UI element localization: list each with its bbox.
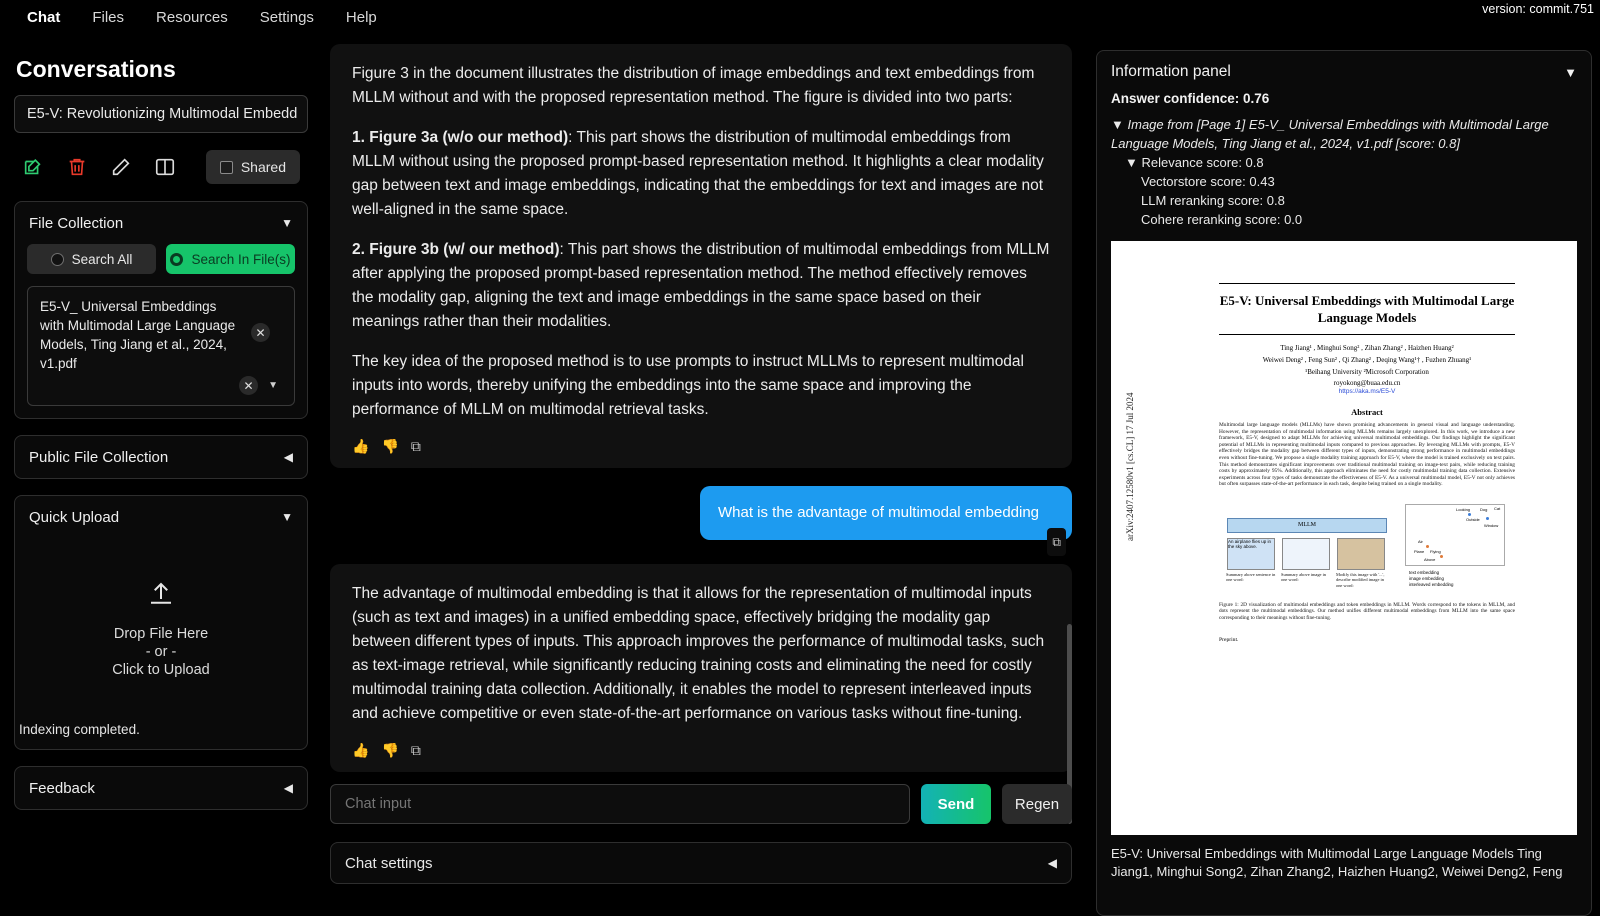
- nav-item-files[interactable]: Files: [92, 8, 125, 26]
- chevron-left-icon-feedback[interactable]: ◀: [283, 781, 293, 795]
- file-collection-title: File Collection: [29, 214, 124, 232]
- document-affiliation: ¹Beihang University ²Microsoft Corporation: [1305, 368, 1429, 376]
- copy-icon-2[interactable]: ⧉: [410, 742, 421, 758]
- page-title: Conversations: [16, 56, 176, 82]
- chevron-down-icon-info[interactable]: ▼: [1564, 64, 1577, 80]
- version-label: version: commit.751: [1482, 2, 1594, 16]
- dropzone-or: - or -: [145, 643, 177, 660]
- user-message-text: What is the advantage of multimodal embedding: [718, 504, 1040, 521]
- assistant-paragraph-4: The key idea of the proposed method is to use prompts to instruct MLLMs to represent multimodal inputs into words, thereby unifying the embeddings into the same space and improving the performance of MLLM on multimodal retrieval tasks.: [352, 353, 1024, 418]
- figure-caption-2: Summary above image in one word:: [1281, 571, 1326, 583]
- plot-word-cat: Cat: [1494, 505, 1501, 511]
- quick-upload-header[interactable]: [15, 496, 307, 538]
- document-figure: [1219, 498, 1515, 594]
- new-chat-icon[interactable]: [22, 156, 44, 178]
- document-email: royokong@buaa.edu.cn: [1333, 379, 1401, 387]
- file-collection-body: [15, 244, 307, 418]
- assistant-paragraph-2: [352, 126, 1050, 222]
- document-authors-2: Weiwei Deng² , Feng Sun² , Qi Zhang² , Deqing Wang¹† , Fuzhen Zhuang¹: [1262, 356, 1472, 364]
- search-all-label: Search All: [71, 251, 133, 267]
- plot-word-dog: Dog: [1480, 506, 1488, 512]
- vectorstore-score: Vectorstore score: 0.43: [1141, 174, 1275, 189]
- chat-settings-label: Chat settings: [345, 854, 433, 872]
- plot-dot-3: [1426, 545, 1429, 548]
- relevance-score-row: [1111, 153, 1577, 172]
- shared-label: Shared: [240, 159, 286, 175]
- disclosure-triangle-icon-2[interactable]: ▼: [1125, 155, 1138, 170]
- thumbs-down-icon[interactable]: 👎: [381, 438, 399, 454]
- file-collection-panel: [14, 201, 308, 419]
- selected-file-label: E5-V_ Universal Embeddings with Multimodal Large Language Models, Ting Jiang et al., 2024, v1.pdf: [40, 299, 236, 371]
- file-collection-header[interactable]: [15, 202, 307, 244]
- delete-icon[interactable]: [66, 156, 88, 178]
- upload-icon: [146, 579, 176, 616]
- thumbs-down-icon-2[interactable]: 👎: [381, 742, 399, 758]
- document-authors-1: Ting Jiang¹ , Minghui Song² , Zihan Zhang² , Haizhen Huang²: [1280, 344, 1454, 352]
- llm-reranking-score: LLM reranking score: 0.8: [1141, 193, 1285, 208]
- plot-dot-1: [1468, 513, 1471, 516]
- remove-file-icon[interactable]: ✕: [251, 323, 270, 342]
- figure-3a-label: 1. Figure 3a (w/o our method): [352, 129, 569, 146]
- regen-button[interactable]: Regen: [1002, 784, 1072, 824]
- figure-embedding-plot: [1405, 504, 1505, 566]
- public-file-collection-panel[interactable]: [14, 435, 308, 479]
- split-view-icon[interactable]: [154, 156, 176, 178]
- figure-3b-label: 2. Figure 3b (w/ our method): [352, 241, 560, 258]
- copy-icon[interactable]: ⧉: [410, 438, 421, 454]
- user-message: [700, 486, 1072, 549]
- message-reactions-1: [352, 432, 1050, 458]
- chevron-down-icon[interactable]: ▼: [281, 216, 293, 230]
- chevron-left-icon-settings[interactable]: ◀: [1047, 856, 1057, 870]
- search-scope-group: [27, 244, 295, 274]
- document-title: E5-V: Universal Embeddings with Multimodal Large Language Models: [1219, 293, 1515, 325]
- plot-word-air: Air: [1418, 538, 1423, 544]
- chevron-down-icon-upload[interactable]: ▼: [281, 510, 293, 524]
- conversation-select-value: E5-V: Revolutionizing Multimodal Embedd: [27, 106, 298, 122]
- assistant-paragraph-1: Figure 3 in the document illustrates the distribution of image embeddings and text embeddings from MLLM without and with the proposed representation method. The figure is divided into two parts:: [352, 65, 1035, 106]
- search-in-files-label: Search In File(s): [191, 251, 291, 267]
- divider-top: [1219, 283, 1515, 284]
- source-reference-text: Image from [Page 1] E5-V_ Universal Embeddings with Multimodal Large Language Models, Ting Jiang et al., 2024, v1.pdf [score: 0.8]: [1111, 117, 1549, 151]
- radio-selected-icon: [170, 253, 183, 266]
- thumbs-up-icon[interactable]: 👍: [352, 438, 370, 454]
- document-preview[interactable]: [1111, 241, 1577, 835]
- document-content: [1219, 275, 1515, 643]
- upload-status: Indexing completed.: [19, 722, 140, 737]
- divider-bottom: [1219, 334, 1515, 335]
- copy-icon-user[interactable]: ⧉: [1047, 528, 1066, 556]
- chevron-down-icon-files[interactable]: ▼: [268, 380, 278, 391]
- selected-files-box[interactable]: [27, 286, 295, 406]
- relevance-score: Relevance score: 0.8: [1141, 155, 1264, 170]
- figure-caption-3: Modify this image with '...', describe modified image in one word:: [1336, 571, 1385, 588]
- answer-confidence: Answer confidence: 0.76: [1111, 91, 1270, 106]
- nav-item-chat[interactable]: Chat: [27, 8, 61, 26]
- file-dropzone[interactable]: [15, 538, 307, 718]
- document-link[interactable]: https://aka.ms/E5-V: [1338, 388, 1396, 395]
- dropzone-click-label: Click to Upload: [112, 661, 210, 678]
- plot-dot-4: [1440, 555, 1443, 558]
- figure-cell-image: [1282, 538, 1330, 570]
- legend-text-embedding: text embedding: [1409, 569, 1440, 575]
- figure-caption: Figure 1: 2D visualization of multimodal embeddings and token embeddings in MLLM. Words correspond to the tokens in MLLM, and dots represent the multimodal embeddings. Our method unifies different multimodal embeddings from MLLM into the same space corresponding to their meanings without fine-tuning.: [1219, 601, 1515, 621]
- send-button[interactable]: Send: [921, 784, 991, 824]
- legend-image-embedding: image embedding: [1409, 575, 1444, 581]
- figure-3a-text: : This part shows the distribution of multimodal embeddings from MLLM without using the proposed prompt-based representation method. It highlights a clear modality gap between text and image embeddings, indicating that the embeddings for text and images are not well-aligned in the same space.: [352, 129, 1044, 218]
- chevron-left-icon[interactable]: ◀: [283, 450, 293, 464]
- clear-all-icon[interactable]: ✕: [239, 376, 258, 395]
- figure-cell-text: An airplane flies up in the sky above.: [1227, 538, 1275, 570]
- assistant-message-1: [330, 44, 1072, 468]
- preprint-label: Preprint.: [1219, 637, 1239, 644]
- sidebar: [0, 34, 322, 916]
- search-all-option[interactable]: [27, 244, 156, 274]
- disclosure-triangle-icon[interactable]: ▼: [1111, 117, 1124, 132]
- public-file-collection-header[interactable]: [15, 436, 307, 478]
- information-panel-header[interactable]: [1111, 63, 1577, 81]
- top-navigation: [0, 0, 1600, 34]
- quick-upload-title: Quick Upload: [29, 508, 120, 526]
- abstract-text: Multimodal large language models (MLLMs) have shown promising advancements in general visual and language understanding. However, the representation of multimodal information using MLLMs remains largely unexplored. In this work, we introduce a new framework, E5-V, designed to adapt MLLMs for achieving universal multimodal embeddings. Our findings highlight the significant potential of MLLMs in representing multimodal inputs compared to previous approaches. By leveraging MLLMs with prompts, E5-V effectively bridges the modality gap between different types of inputs, demonstrating strong performance in multimodal embeddings even without fine-tuning. We propose a single modality training approach for E5-V, where the model is trained exclusively on text pairs. This method demonstrates significant improvements over traditional multimodal training on image-text pairs, while reducing training costs by approximately 95%. Additionally, this approach eliminates the need for costly multimodal training data collection. Extensive experiments across four types of tasks demonstrate the effectiveness of E5-V. As a universal multimodal model, E5-V not only achieves but often surpasses state-of-the-art performance in each task, despite being trained on a single modality.: [1219, 422, 1515, 488]
- information-panel: [1096, 50, 1592, 916]
- assistant-message-2-text: The advantage of multimodal embedding is that it allows for the representation of multimodal inputs (such as text and images) in a unified embedding space, effectively bridging the modality gap between different types of inputs. This approach improves the performance of multimodal tasks, such as text-image retrieval, while significantly reducing training costs and eliminating the need for costly multimodal training data collection. Additionally, it enables the model to represent interleaved inputs and achieve competitive or even state-of-the-art performance on various tasks without fine-tuning.: [352, 585, 1045, 722]
- nav-item-settings[interactable]: Settings: [259, 8, 314, 26]
- quick-upload-panel: [14, 495, 308, 750]
- chat-settings-panel[interactable]: [330, 842, 1072, 884]
- arxiv-stamp: arXiv:2407.12580v1 [cs.CL] 17 Jul 2024: [1125, 392, 1135, 541]
- conversation-select[interactable]: [14, 95, 308, 133]
- conversation-actions: [22, 149, 308, 185]
- information-panel-title: Information panel: [1111, 63, 1231, 80]
- plot-word-above: Above: [1424, 556, 1436, 562]
- feedback-header[interactable]: [15, 767, 307, 809]
- rename-icon[interactable]: [110, 156, 132, 178]
- plot-word-looking: Looking: [1456, 506, 1471, 512]
- nav-item-resources[interactable]: Resources: [156, 8, 228, 26]
- chat-composer: [330, 784, 1072, 824]
- feedback-title: Feedback: [29, 779, 95, 797]
- figure-mllm-block: MLLM: [1227, 518, 1387, 533]
- cohere-reranking-score: Cohere reranking score: 0.0: [1141, 212, 1303, 227]
- plot-word-flying: Flying: [1430, 548, 1441, 554]
- search-in-files-option[interactable]: [166, 244, 295, 274]
- plot-dot-2: [1486, 517, 1489, 520]
- message-reactions-2: [352, 736, 1050, 762]
- assistant-paragraph-3: [352, 238, 1050, 334]
- shared-checkbox[interactable]: [220, 161, 233, 174]
- source-reference[interactable]: [1111, 115, 1577, 153]
- dropzone-label: Drop File Here: [113, 625, 209, 642]
- radio-icon: [51, 253, 64, 266]
- document-footer-text: E5-V: Universal Embeddings with Multimodal Large Language Models Ting Jiang1, Minghui Song2, Zihan Zhang2, Haizhen Huang2, Weiwei Deng2, Feng: [1111, 846, 1563, 879]
- shared-toggle[interactable]: [206, 150, 300, 184]
- figure-cell-interleaved: [1337, 538, 1385, 570]
- figure-3b-text: : This part shows the distribution of multimodal embeddings from MLLM after applying the proposed prompt-based representation method. The method effectively removes the modality gap, aligning the text and image embeddings in the same space based on their meanings rather than their modalities.: [352, 241, 1050, 330]
- plot-word-outside: Outside: [1466, 516, 1480, 522]
- nav-item-help[interactable]: Help: [345, 8, 377, 26]
- plot-word-window: Window: [1484, 522, 1499, 528]
- figure-caption-1: Summary above sentence in one word:: [1226, 571, 1276, 583]
- public-file-collection-title: Public File Collection: [29, 448, 169, 466]
- chat-area: [330, 44, 1072, 906]
- plot-word-plane: Plane: [1414, 548, 1425, 554]
- figure-legend: [1409, 570, 1453, 588]
- thumbs-up-icon-2[interactable]: 👍: [352, 742, 370, 758]
- chat-input[interactable]: [330, 784, 910, 824]
- legend-interleaved-embedding: interleaved embedding: [1409, 581, 1454, 587]
- abstract-heading: Abstract: [1351, 407, 1383, 417]
- assistant-message-2: [330, 564, 1072, 772]
- feedback-panel[interactable]: [14, 766, 308, 810]
